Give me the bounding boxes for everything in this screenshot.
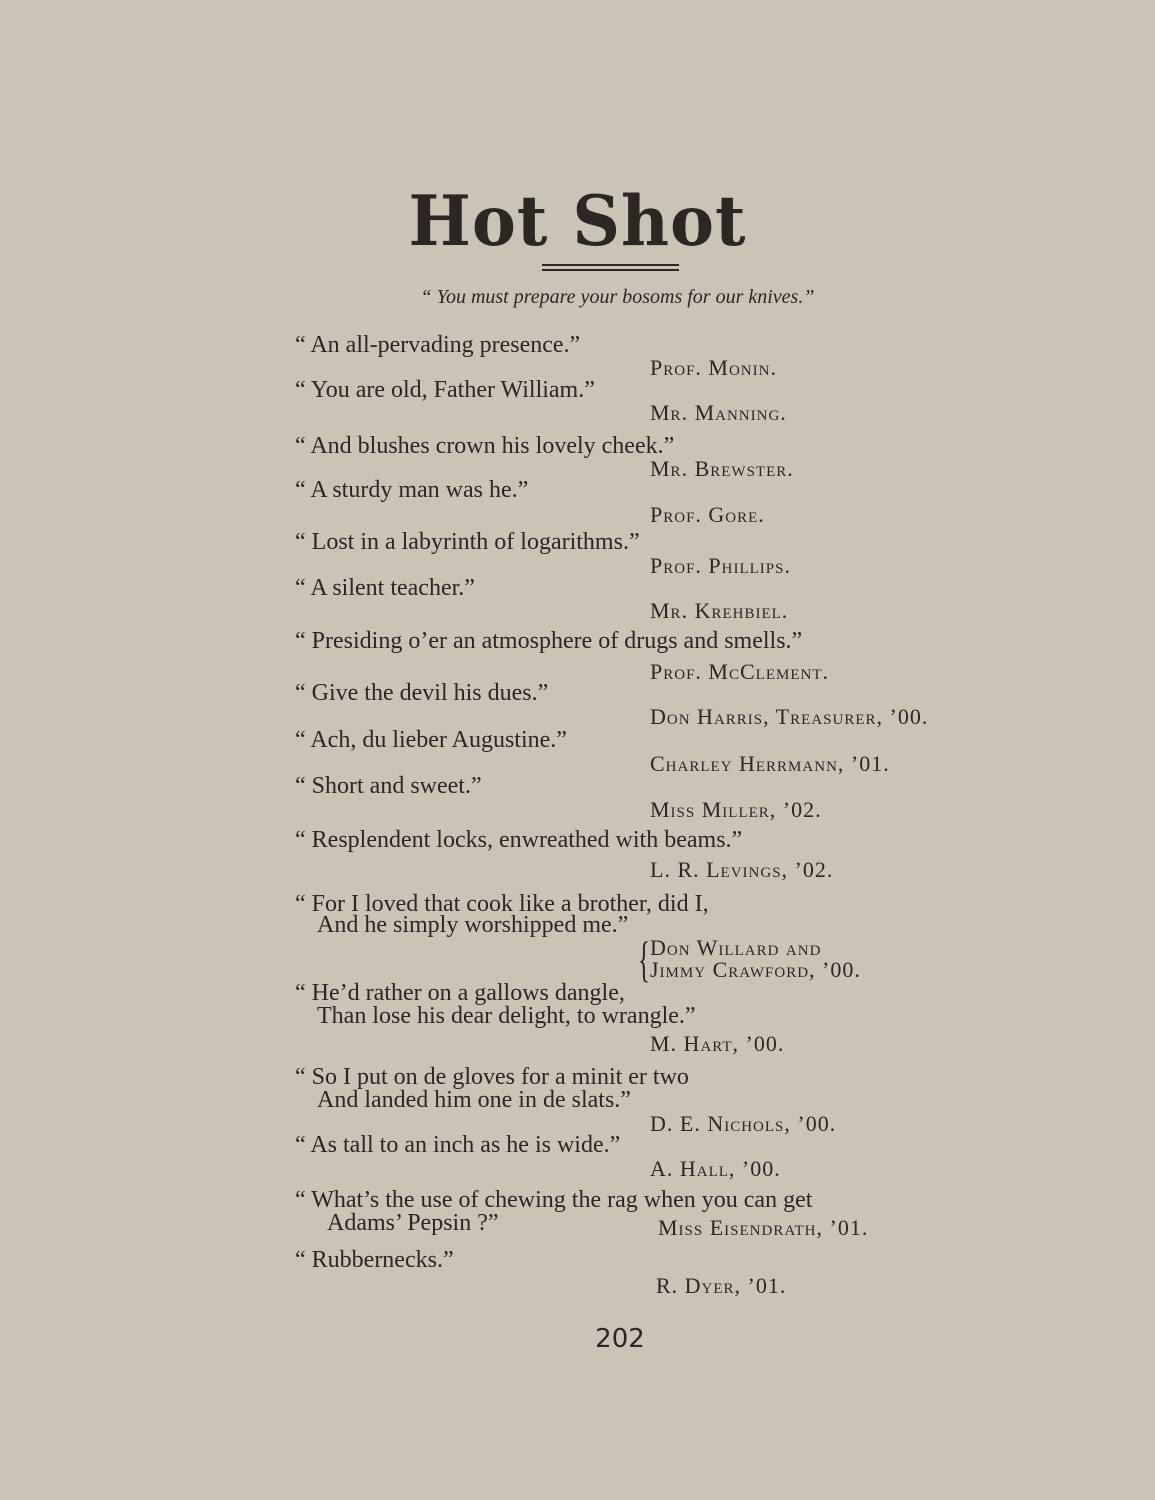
quote: “ As tall to an inch as he is wide.” [295, 1132, 621, 1158]
quote-continuation: Than lose his dear delight, to wrangle.” [317, 1003, 696, 1029]
quote: “ And blushes crown his lovely cheek.” [295, 433, 675, 459]
quote: “ A sturdy man was he.” [295, 477, 529, 503]
attribution: M. Hart, ’00. [650, 1031, 785, 1056]
attribution: Miss Miller, ’02. [650, 797, 822, 822]
attribution: Prof. McClement. [650, 659, 829, 684]
quote: “ Short and sweet.” [295, 773, 482, 799]
attribution: Mr. Brewster. [650, 456, 794, 481]
quote-continuation: And landed him one in de slats.” [317, 1087, 631, 1113]
attribution: Prof. Gore. [650, 502, 765, 527]
attribution: Mr. Krehbiel. [650, 598, 789, 623]
attribution: L. R. Levings, ’02. [650, 857, 834, 882]
quote-continuation: Adams’ Pepsin ?” [327, 1210, 499, 1236]
quote: “ What’s the use of chewing the rag when you can get [295, 1187, 813, 1213]
attribution: Prof. Monin. [650, 355, 777, 380]
quote: “ Ach, du lieber Augustine.” [295, 727, 567, 753]
quote: “ For I loved that cook like a brother, did I, [295, 891, 709, 917]
quote: “ Resplendent locks, enwreathed with beams.” [295, 827, 743, 853]
quote-continuation: And he simply worshipped me.” [317, 912, 629, 938]
attribution: Don Willard and [650, 935, 822, 960]
quote: “ So I put on de gloves for a minit er two [295, 1064, 689, 1090]
attribution: Charley Herrmann, ’01. [650, 751, 890, 776]
attribution: R. Dyer, ’01. [656, 1273, 787, 1298]
attribution: A. Hall, ’00. [650, 1156, 781, 1181]
attribution: Miss Eisendrath, ’01. [658, 1215, 869, 1240]
attribution: Jimmy Crawford, ’00. [650, 957, 861, 982]
attribution: Don Harris, Treasurer, ’00. [650, 704, 929, 729]
quote: “ Lost in a labyrinth of logarithms.” [295, 529, 640, 555]
quote: “ Rubbernecks.” [295, 1247, 454, 1273]
quote: “ Presiding o’er an atmosphere of drugs and smells.” [295, 628, 803, 654]
quote: “ A silent teacher.” [295, 575, 475, 601]
title-rule [542, 264, 679, 266]
quote: “ You are old, Father William.” [295, 377, 595, 403]
quote: “ He’d rather on a gallows dangle, [295, 980, 625, 1006]
page-number: 202 [595, 1324, 645, 1354]
attribution: Mr. Manning. [650, 400, 787, 425]
quote: “ An all-pervading presence.” [295, 332, 581, 358]
attribution: D. E. Nichols, ’00. [650, 1111, 837, 1136]
page-title: Hot Shot [408, 180, 747, 262]
attribution: Prof. Phillips. [650, 553, 791, 578]
brace: { [638, 931, 650, 987]
quote: “ Give the devil his dues.” [295, 680, 549, 706]
title-rule [542, 269, 679, 271]
motto: “ You must prepare your bosoms for our knives.” [420, 286, 815, 308]
